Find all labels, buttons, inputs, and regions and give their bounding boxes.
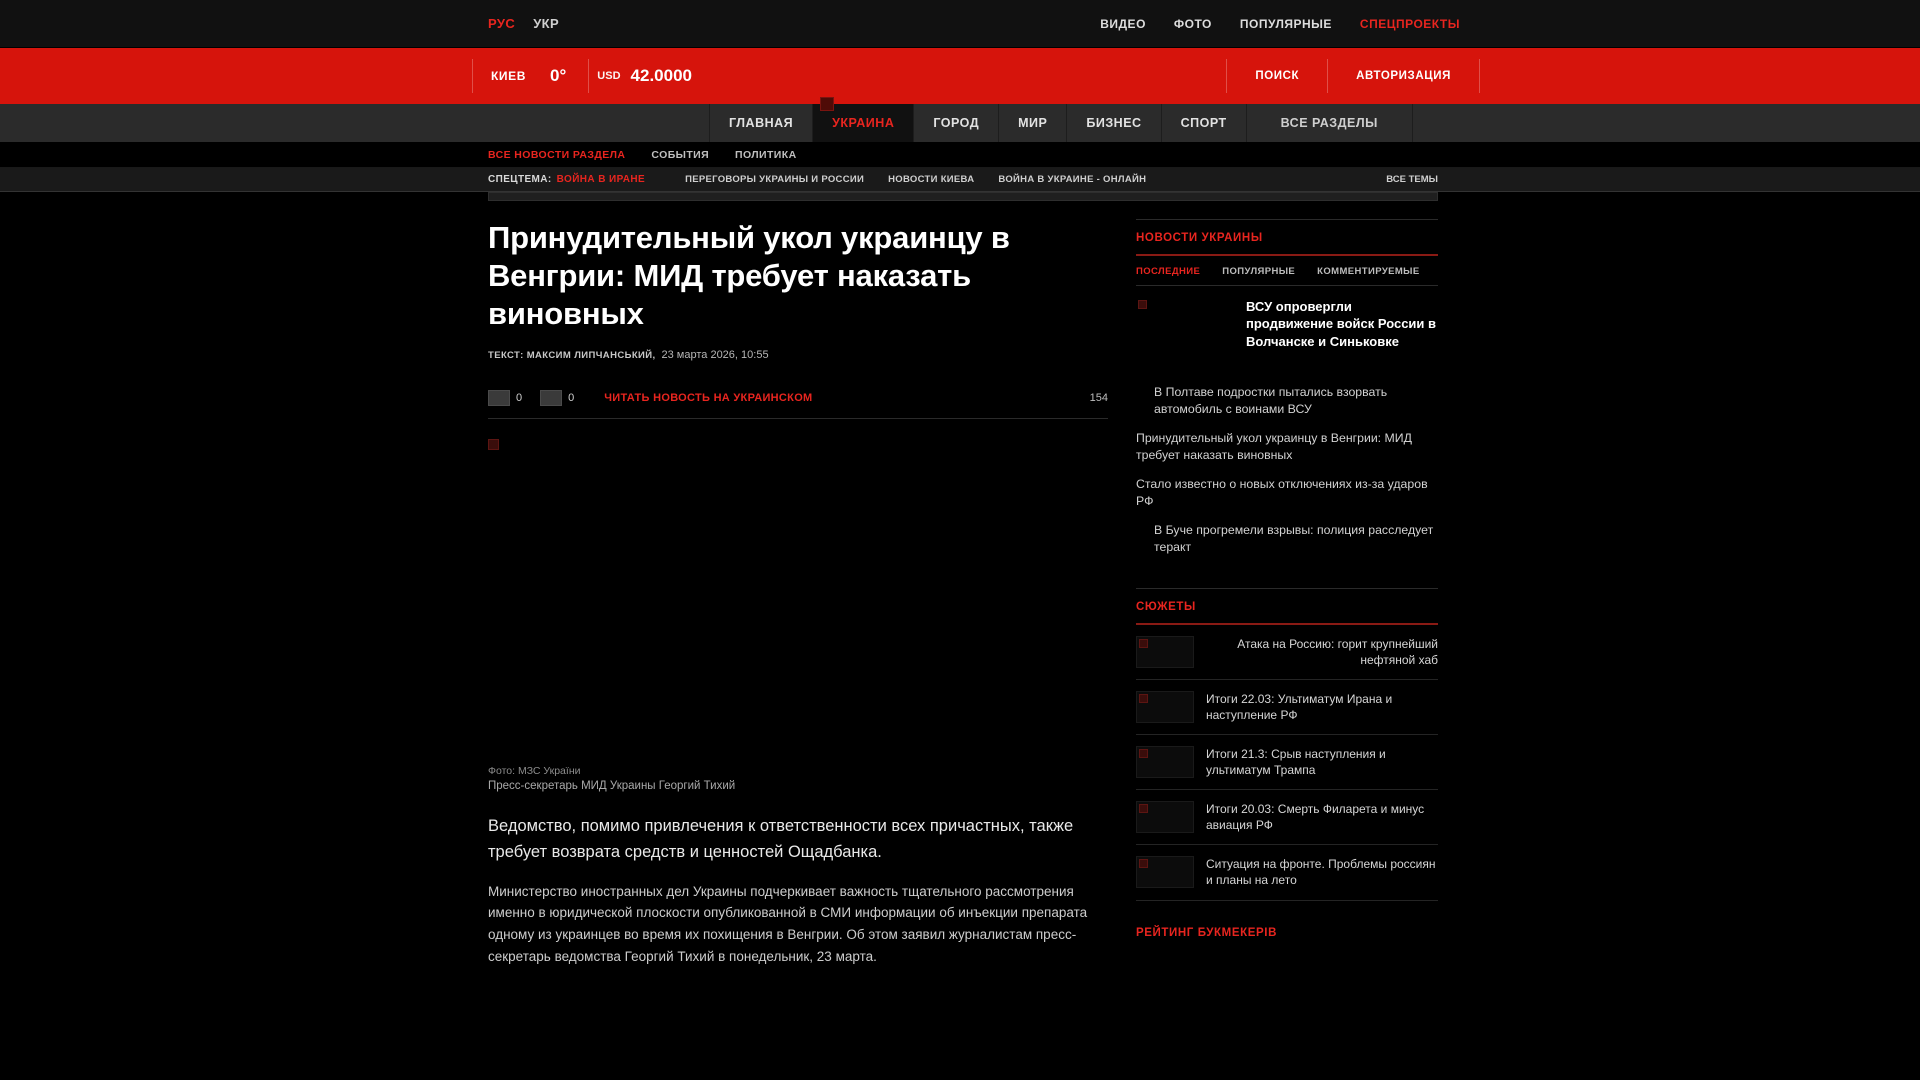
- nav-item-business[interactable]: [1067, 104, 1161, 142]
- vote-down-control[interactable]: [540, 390, 574, 406]
- bookmakers-rating-heading: РЕЙТИНГ БУКМЕКЕРІВ: [1136, 926, 1277, 939]
- story-title: Ситуация на фронте. Проблемы россиян и планы на лето: [1206, 857, 1436, 888]
- weather-city-label[interactable]: КИЕВ: [491, 69, 527, 83]
- read-in-ukrainian-link[interactable]: ЧИТАТЬ НОВОСТЬ НА УКРАИНСКОМ: [604, 391, 813, 404]
- article-lead: Ведомство, помимо привлечения к ответственности всех причастных, также требует возврата средств и ценностей Ощадбанка.: [488, 817, 1074, 861]
- special-topic-highlight[interactable]: ВОЙНА В ИРАНЕ: [556, 174, 646, 185]
- lang-ukr-link[interactable]: УКР: [533, 16, 560, 31]
- story-thumbnail: [1136, 636, 1194, 668]
- ukraine-news-tabs: [1136, 256, 1438, 286]
- story-thumbnail: [1136, 801, 1194, 833]
- list-item[interactable]: Принудительный укол украинцу в Венгрии: МИД требует наказать виновных: [1136, 430, 1412, 462]
- thumbs-down-icon[interactable]: [540, 390, 562, 406]
- section-subnavigation: [0, 142, 1920, 168]
- nav-item-main[interactable]: [709, 104, 813, 142]
- tab-latest[interactable]: ПОСЛЕДНИЕ: [1136, 266, 1201, 277]
- nav-label: БИЗНЕС: [1086, 116, 1142, 130]
- list-item[interactable]: [1136, 735, 1438, 790]
- list-item[interactable]: [1136, 680, 1438, 735]
- search-button[interactable]: ПОИСК: [1255, 70, 1300, 82]
- special-topic-links: [685, 174, 1146, 185]
- ukraine-news-block: [1136, 219, 1438, 562]
- story-title: Атака на Россию: горит крупнейший нефтяной хаб: [1237, 636, 1438, 667]
- currency-label: USD: [597, 70, 621, 82]
- sidebar: [1136, 219, 1438, 968]
- login-button[interactable]: АВТОРИЗАЦИЯ: [1356, 70, 1451, 82]
- article-paragraph: Министерство иностранных дел Украины подчеркивает важность тщательного рассмотрения именно в юридической плоскости опубликованной в СМИ информации об инъекции препарата одному из украинцев во время их похищения в Венгрии. Об этом заявил журналистам пресс-секретарь ведомства Георгий Тихий в понедельник, 23 марта.: [488, 883, 1088, 965]
- stories-block: [1136, 588, 1438, 901]
- lang-rus-link[interactable]: РУС: [488, 16, 516, 31]
- photo-caption: Пресс-секретарь МИД Украины Георгий Тихий: [488, 780, 736, 793]
- byline: [488, 349, 1108, 361]
- story-title: Итоги 21.3: Срыв наступления и ультиматум Трампа: [1206, 747, 1386, 778]
- nav-item-world[interactable]: [999, 104, 1067, 142]
- site-logo-icon[interactable]: [820, 97, 834, 111]
- story-title: Итоги 22.03: Ультиматум Ирана и наступление РФ: [1206, 691, 1393, 722]
- article-author[interactable]: ТЕКСТ: МАКСИМ ЛИПЧАНСЬКИЙ,: [488, 350, 656, 362]
- ukraine-news-heading: НОВОСТИ УКРАИНЫ: [1136, 220, 1438, 256]
- broken-image-icon: [1139, 749, 1148, 758]
- vote-down-count: 0: [568, 391, 575, 404]
- broken-image-icon: [488, 439, 499, 450]
- news-thumbnail: [1136, 298, 1232, 360]
- nav-item-all-sections[interactable]: [1247, 104, 1413, 142]
- list-item[interactable]: [1136, 625, 1438, 680]
- broken-image-icon: [1139, 804, 1148, 813]
- subnav-item-events[interactable]: СОБЫТИЯ: [651, 148, 710, 161]
- list-item[interactable]: Стало известно о новых отключениях из-за ударов РФ: [1136, 476, 1428, 508]
- page-title: Принудительный укол украинцу в Венгрии: МИД требует наказать виновных: [488, 220, 1010, 331]
- news-list: [1136, 374, 1438, 562]
- article-column: [488, 219, 1108, 968]
- vote-up-control[interactable]: [488, 390, 522, 406]
- nav-label: МИР: [1018, 116, 1048, 130]
- broken-image-icon: [1139, 639, 1148, 648]
- list-item[interactable]: В Полтаве подростки пытались взорвать автомобиль с воинами ВСУ: [1154, 385, 1388, 416]
- vote-up-count: 0: [516, 391, 523, 404]
- nav-label: ГОРОД: [933, 116, 980, 130]
- special-link-negotiations[interactable]: ПЕРЕГОВОРЫ УКРАИНЫ И РОССИИ: [685, 174, 865, 185]
- topbar-link-specprojects[interactable]: СПЕЦПРОЕКТЫ: [1359, 16, 1460, 31]
- topbar-link-photo[interactable]: ФОТО: [1173, 16, 1212, 31]
- featured-news-title: ВСУ опровергли продвижение войск России в Волчанске и Синьковке: [1246, 299, 1437, 349]
- stories-heading: СЮЖЕТЫ: [1136, 589, 1438, 625]
- currency-value: 42.0000: [630, 66, 692, 85]
- language-switcher: [488, 16, 559, 31]
- nav-item-city[interactable]: [914, 104, 999, 142]
- nav-label: СПОРТ: [1180, 116, 1227, 130]
- main-navigation: [0, 104, 1920, 142]
- subnav-item-all-news[interactable]: ВСЕ НОВОСТИ РАЗДЕЛА: [488, 148, 626, 161]
- broken-image-icon: [1138, 300, 1147, 309]
- thumbs-up-icon[interactable]: [488, 390, 510, 406]
- special-topic-label: СПЕЦТЕМА:: [488, 174, 552, 185]
- story-title: Итоги 20.03: Смерть Филарета и минус авиация РФ: [1206, 802, 1425, 833]
- topbar-link-video[interactable]: ВИДЕО: [1100, 16, 1146, 31]
- broken-image-icon: [1139, 694, 1148, 703]
- ticker-strip: [488, 192, 1438, 201]
- special-all-topics-link[interactable]: ВСЕ ТЕМЫ: [1386, 174, 1438, 185]
- special-topics-bar: [0, 168, 1920, 192]
- photo-credit: Фото: МЗС України: [488, 765, 581, 778]
- red-header-bar: [0, 48, 1920, 104]
- divider: [1479, 59, 1480, 93]
- article-actions: [488, 377, 1108, 419]
- nav-label: УКРАИНА: [832, 116, 895, 130]
- special-link-war-online[interactable]: ВОЙНА В УКРАИНЕ - ОНЛАЙН: [998, 174, 1147, 185]
- subnav-item-politics[interactable]: ПОЛИТИКА: [735, 148, 797, 161]
- content-area: [488, 219, 1438, 968]
- article-date: 23 марта 2026, 10:55: [661, 349, 769, 362]
- article-hero-image: [488, 439, 1108, 757]
- special-link-kyiv-news[interactable]: НОВОСТИ КИЕВА: [888, 174, 975, 185]
- featured-news-item[interactable]: [1136, 286, 1438, 374]
- story-thumbnail: [1136, 746, 1194, 778]
- story-thumbnail: [1136, 856, 1194, 888]
- top-bar-links: [1100, 17, 1460, 31]
- list-item[interactable]: [1136, 790, 1438, 845]
- topbar-link-popular[interactable]: ПОПУЛЯРНЫЕ: [1239, 16, 1332, 31]
- broken-image-icon: [1139, 859, 1148, 868]
- view-count: 154: [1089, 391, 1108, 404]
- weather-temperature: 0°: [550, 66, 567, 85]
- nav-item-sport[interactable]: [1162, 104, 1247, 142]
- nav-label: ГЛАВНАЯ: [729, 116, 794, 130]
- story-thumbnail: [1136, 691, 1194, 723]
- nav-label: ВСЕ РАЗДЕЛЫ: [1280, 116, 1378, 130]
- top-bar: [0, 0, 1920, 48]
- list-item[interactable]: [1136, 845, 1438, 900]
- list-item[interactable]: В Буче прогремели взрывы: полиция расследует теракт: [1154, 522, 1434, 554]
- tab-popular[interactable]: ПОПУЛЯРНЫЕ: [1222, 266, 1296, 277]
- tab-commented[interactable]: КОММЕНТИРУЕМЫЕ: [1317, 266, 1420, 277]
